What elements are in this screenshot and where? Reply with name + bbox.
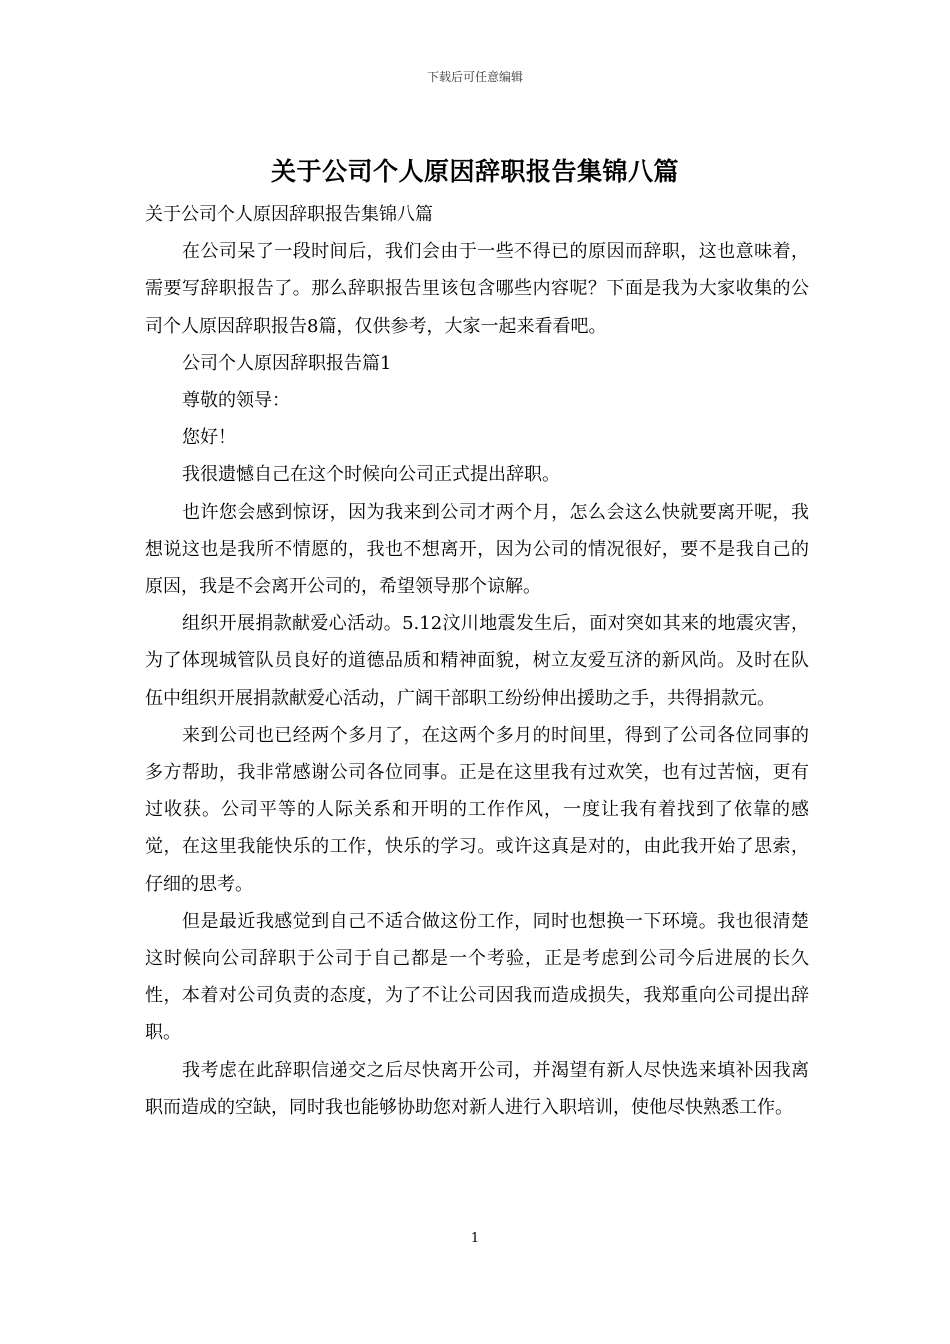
page-header-note: 下载后可任意编辑	[426, 70, 523, 84]
document-subtitle: 关于公司个人原因辞职报告集锦八篇	[145, 204, 433, 225]
paragraph: 我考虑在此辞职信递交之后尽快离开公司，并渴望有新人尽快选来填补因我离职而造成的空缺，同时我也能够协助您对新人进行入职培训，使他尽快熟悉工作。	[145, 1059, 809, 1118]
greeting: 您好！	[182, 427, 236, 449]
paragraph: 我很遗憾自己在这个时候向公司正式提出辞职。	[182, 464, 560, 486]
paragraph-intro: 在公司呆了一段时间后，我们会由于一些不得已的原因而辞职，这也意味着，需要写辞职报告了。那么辞职报告里该包含哪些内容呢？下面是我为大家收集的公司个人原因辞职报告8篇，仅供参考，大家一起来看看吧。	[145, 241, 809, 337]
paragraph: 组织开展捐款献爱心活动。5.12汶川地震发生后，面对突如其来的地震灾害，为了体现城管队员良好的道德品质和精神面貌，树立友爱互济的新风尚。及时在队伍中组织开展捐款献爱心活动，广阔干部职工纷纷伸出援助之手，共得捐款元。	[145, 613, 809, 709]
page-number: 1	[470, 1231, 480, 1246]
document-body	[145, 196, 809, 1126]
salutation: 尊敬的领导：	[182, 390, 290, 412]
paragraph: 但是最近我感觉到自己不适合做这份工作，同时也想换一下环境。我也很清楚这时候向公司辞职于公司于自己都是一个考验，正是考虑到公司今后进展的长久性，本着对公司负责的态度，为了不让公司因我而造成损失，我郑重向公司提出辞职。	[145, 910, 809, 1044]
section-heading: 公司个人原因辞职报告篇1	[182, 352, 392, 374]
document-title: 关于公司个人原因辞职报告集锦八篇	[270, 157, 679, 186]
paragraph: 也许您会感到惊讶，因为我来到公司才两个月，怎么会这么快就要离开呢，我想说这也是我所不情愿的，我也不想离开，因为公司的情况很好，要不是我自己的原因，我是不会离开公司的，希望领导那个谅解。	[145, 501, 809, 598]
paragraph: 来到公司也已经两个多月了，在这两个多月的时间里，得到了公司各位同事的多方帮助，我非常感谢公司各位同事。正是在这里我有过欢笑，也有过苦恼，更有过收获。公司平等的人际关系和开明的工作作风，一度让我有着找到了依靠的感觉，在这里我能快乐的工作，快乐的学习。或许这真是对的，由此我开始了思索，仔细的思考。	[145, 724, 809, 895]
